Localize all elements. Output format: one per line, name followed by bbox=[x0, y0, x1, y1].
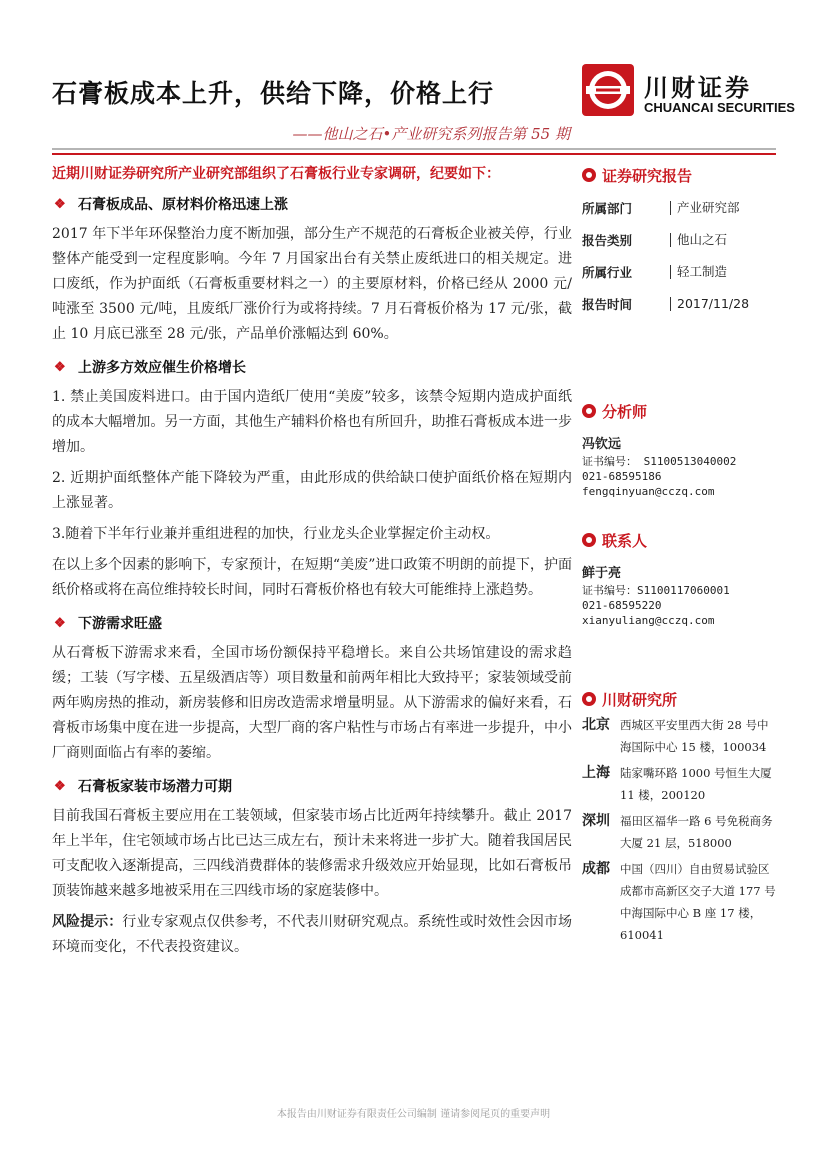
office-item bbox=[582, 858, 777, 946]
office-address: 中国（四川）自由贸易试验区成都市高新区交子大道 177 号中海国际中心 B 座 17 楼，610041 bbox=[620, 862, 776, 942]
office-item bbox=[582, 714, 777, 758]
section-heading: ❖ 石膏板家装市场潜力可期 bbox=[52, 776, 572, 798]
sidebar-heading-analyst: 分析师 bbox=[582, 400, 777, 422]
contact-phone: 021-68595220 bbox=[582, 599, 662, 612]
page-footer: 本报告由川财证券有限责任公司编制 谨请参阅尾页的重要声明 bbox=[276, 1109, 551, 1120]
bullet-circle-icon bbox=[582, 533, 596, 547]
bullet-circle-icon bbox=[582, 168, 596, 182]
section-heading: ❖ 石膏板成品、原材料价格迅速上涨 bbox=[52, 194, 572, 216]
logo-name: 川财证券 bbox=[644, 74, 752, 102]
paragraph: 2. 近期护面纸整体产能下降较为严重，由此形成的供给缺口使护面纸价格在短期内上涨显著。 bbox=[52, 470, 572, 511]
info-row: 所属部门 产业研究部 bbox=[582, 200, 740, 216]
info-row: 报告类别 他山之石 bbox=[582, 232, 728, 248]
risk-label: 风险提示： bbox=[52, 914, 123, 930]
section-heading: ❖ 下游需求旺盛 bbox=[52, 613, 572, 635]
bullet-circle-icon bbox=[582, 692, 596, 706]
diamond-bullet-icon: ❖ bbox=[54, 360, 66, 375]
analyst-phone: 021-68595186 bbox=[582, 470, 662, 483]
intro-line: 近期川财证券研究所产业研究部组织了石膏板行业专家调研，纪要如下： bbox=[52, 166, 500, 182]
office-address: 陆家嘴环路 1000 号恒生大厦 11 楼，200120 bbox=[620, 766, 772, 802]
contact-cert: 证书编号：S1100117060001 bbox=[582, 584, 730, 597]
paragraph: 目前我国石膏板主要应用在工装领域，但家装市场占比近两年持续攀升。截止 2017 年上半年，住宅领域市场占比已达三成左右，预计未来将进一步扩大。随着我国居民可支配收入逐渐提高，三四线消费群体的装修需求升级效应开始显现，比如石膏板吊顶装饰越来越多地被采用在三四线市场的家庭装修中。 bbox=[52, 808, 572, 899]
paragraph: 从石膏板下游需求来看，全国市场份额保持平稳增长。来自公共场馆建设的需求趋缓；工装（写字楼、五星级酒店等）项目数量和前两年相比大致持平；家装领域受前两年购房热的推动，新房装修和旧房改造需求增量明显。从下游需求的偏好来看，石膏板市场集中度在进一步提高，大型厂商的客户粘性与市场占有率进一步提升，中小厂商则面临占有率的萎缩。 bbox=[52, 645, 572, 761]
contact-name: 鲜于亮 bbox=[582, 566, 622, 581]
logo-mark-icon bbox=[582, 64, 634, 116]
sidebar-heading-report: 证券研究报告 bbox=[582, 164, 777, 186]
paragraph: 2017 年下半年环保整治力度不断加强，部分生产不规范的石膏板企业被关停，行业整体产能受到一定程度影响。今年 7 月国家出台有关禁止废纸进口的相关规定。进口废纸，作为护面纸（石膏板重要材料之一）的主要原材料，价格已经从 2000 元/吨涨至 3500 元/吨，且废纸厂涨价行为或将持续。7 月石膏板价格为 17 元/张，截止 10 月底已涨至 28 元/张，产品单价涨幅达到 60%。 bbox=[52, 226, 572, 342]
logo-english-name: CHUANCAI SECURITIES bbox=[644, 100, 795, 115]
sidebar-heading-contact: 联系人 bbox=[582, 529, 777, 551]
report-title: 石膏板成本上升，供给下降，价格上行 bbox=[52, 79, 495, 108]
bullet-circle-icon bbox=[582, 404, 596, 418]
analyst-name: 冯钦远 bbox=[582, 437, 622, 452]
analyst-cert: 证书编号： S1100513040002 bbox=[582, 455, 737, 468]
report-info-table bbox=[582, 192, 777, 320]
main-content bbox=[52, 164, 572, 960]
company-logo bbox=[582, 64, 795, 124]
report-series-subtitle: ——他山之石•产业研究系列报告第 55 期 bbox=[292, 125, 570, 143]
contact-card bbox=[582, 565, 777, 628]
sidebar bbox=[582, 164, 777, 946]
info-row: 所属行业 轻工制造 bbox=[582, 264, 728, 280]
office-address: 福田区福华一路 6 号免税商务大厦 21 层，518000 bbox=[620, 814, 773, 850]
info-row: 报告时间 2017/11/28 bbox=[582, 296, 750, 312]
diamond-bullet-icon: ❖ bbox=[54, 197, 66, 212]
office-address: 西城区平安里西大街 28 号中海国际中心 15 楼，100034 bbox=[620, 718, 769, 754]
risk-warning bbox=[52, 910, 572, 960]
paragraph: 在以上多个因素的影响下，专家预计，在短期“美废”进口政策不明朗的前提下，护面纸价格或将在高位维持较长时间，同时石膏板价格也有较大可能维持上涨趋势。 bbox=[52, 557, 572, 598]
diamond-bullet-icon: ❖ bbox=[54, 779, 66, 794]
paragraph: 1. 禁止美国废料进口。由于国内造纸厂使用“美废”较多，该禁令短期内造成护面纸的成本大幅增加。另一方面，其他生产辅料价格也有所回升，助推石膏板成本进一步增加。 bbox=[52, 389, 572, 455]
office-city: 深圳 bbox=[582, 813, 610, 829]
office-city: 成都 bbox=[582, 861, 610, 877]
office-item bbox=[582, 762, 777, 806]
sidebar-heading-institute: 川财研究所 bbox=[582, 688, 777, 710]
header-divider bbox=[52, 148, 776, 150]
diamond-bullet-icon: ❖ bbox=[54, 616, 66, 631]
office-list bbox=[582, 714, 777, 946]
office-city: 北京 bbox=[582, 717, 610, 733]
header-divider-accent bbox=[52, 153, 776, 155]
risk-text: 行业专家观点仅供参考，不代表川财研究观点。系统性或时效性会因市场环境而变化，不代表投资建议。 bbox=[52, 914, 573, 955]
analyst-email[interactable]: fengqinyuan@cczq.com bbox=[582, 485, 715, 498]
office-city: 上海 bbox=[582, 765, 610, 781]
contact-email[interactable]: xianyuliang@cczq.com bbox=[582, 614, 715, 627]
office-item bbox=[582, 810, 777, 854]
analyst-card bbox=[582, 436, 777, 499]
paragraph: 3.随着下半年行业兼并重组进程的加快，行业龙头企业掌握定价主动权。 bbox=[52, 526, 500, 542]
section-heading: ❖ 上游多方效应催生价格增长 bbox=[52, 357, 572, 379]
